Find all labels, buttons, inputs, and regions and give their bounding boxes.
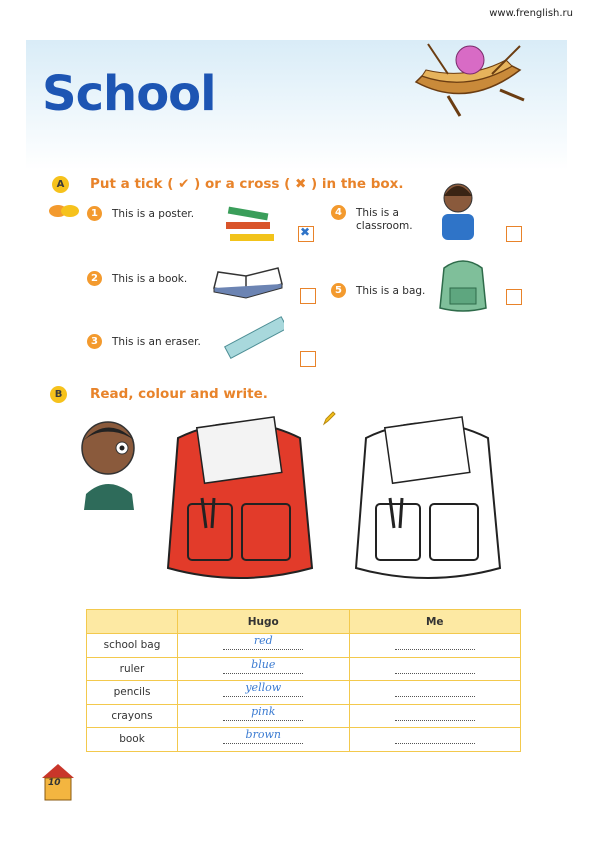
table-row <box>87 728 521 752</box>
me-answer-field[interactable] <box>395 637 475 650</box>
red-school-bag-illustration <box>160 408 320 588</box>
me-cell[interactable] <box>349 634 521 658</box>
hugo-cell <box>178 681 350 705</box>
pencil-icon <box>322 410 336 426</box>
hugo-cell <box>178 728 350 752</box>
colour-table <box>86 609 521 752</box>
item-4-checkbox[interactable] <box>506 226 522 242</box>
item-2-text: This is a book. <box>112 273 188 285</box>
table-row <box>87 704 521 728</box>
item-5-text: This is a bag. <box>356 285 426 297</box>
item-2-checkbox[interactable] <box>300 288 316 304</box>
table-header-hugo: Hugo <box>178 610 350 634</box>
row-label: book <box>87 728 178 752</box>
section-b-badge: B <box>50 386 67 403</box>
page-title: School <box>42 66 216 122</box>
me-answer-field[interactable] <box>395 684 475 697</box>
me-cell[interactable] <box>349 704 521 728</box>
item-4-text: This is a classroom. <box>356 207 413 232</box>
me-answer-field[interactable] <box>395 731 475 744</box>
hugo-answer: red <box>253 634 273 648</box>
me-cell[interactable] <box>349 728 521 752</box>
me-answer-field[interactable] <box>395 708 475 721</box>
row-label: ruler <box>87 657 178 681</box>
item-5-checkbox[interactable] <box>506 289 522 305</box>
hugo-cell <box>178 634 350 658</box>
item-1-checkbox[interactable] <box>298 226 314 242</box>
table-header-me: Me <box>349 610 521 634</box>
hugo-answer: brown <box>245 728 281 742</box>
table-row <box>87 681 521 705</box>
hugo-cell <box>178 657 350 681</box>
boat-illustration <box>408 40 528 120</box>
speech-bubbles-icon <box>48 204 80 218</box>
book-icon <box>212 264 284 300</box>
row-label: crayons <box>87 704 178 728</box>
item-4-number: 4 <box>331 205 346 220</box>
item-5-number: 5 <box>331 283 346 298</box>
hugo-cell <box>178 704 350 728</box>
me-cell[interactable] <box>349 657 521 681</box>
item-2-number: 2 <box>87 271 102 286</box>
row-label: school bag <box>87 634 178 658</box>
section-b-instruction: Read, colour and write. <box>90 386 268 402</box>
boy-hugo-illustration <box>72 414 142 510</box>
page-number: 10 <box>48 778 61 788</box>
table-row <box>87 634 521 658</box>
ruler-icon <box>224 316 284 362</box>
green-bag-icon <box>434 256 492 316</box>
crayons-icon <box>224 206 280 246</box>
table-row <box>87 657 521 681</box>
section-a-badge: A <box>52 176 69 193</box>
girl-illustration <box>436 178 480 242</box>
item-1-text: This is a poster. <box>112 208 195 220</box>
item-3-text: This is an eraser. <box>112 336 201 348</box>
item-1-number: 1 <box>87 206 102 221</box>
hugo-answer: blue <box>251 657 276 671</box>
watermark: www.frenglish.ru <box>489 8 573 19</box>
section-a-instruction: Put a tick ( ✔ ) or a cross ( ✖ ) in the box. <box>90 176 404 192</box>
row-label: pencils <box>87 681 178 705</box>
item-3-number: 3 <box>87 334 102 349</box>
blank-school-bag-illustration <box>348 408 508 588</box>
table-header-row <box>87 610 521 634</box>
hugo-answer: yellow <box>245 681 282 695</box>
item-3-checkbox[interactable] <box>300 351 316 367</box>
table-header-empty <box>87 610 178 634</box>
hugo-answer: pink <box>251 704 276 718</box>
me-answer-field[interactable] <box>395 661 475 674</box>
me-cell[interactable] <box>349 681 521 705</box>
